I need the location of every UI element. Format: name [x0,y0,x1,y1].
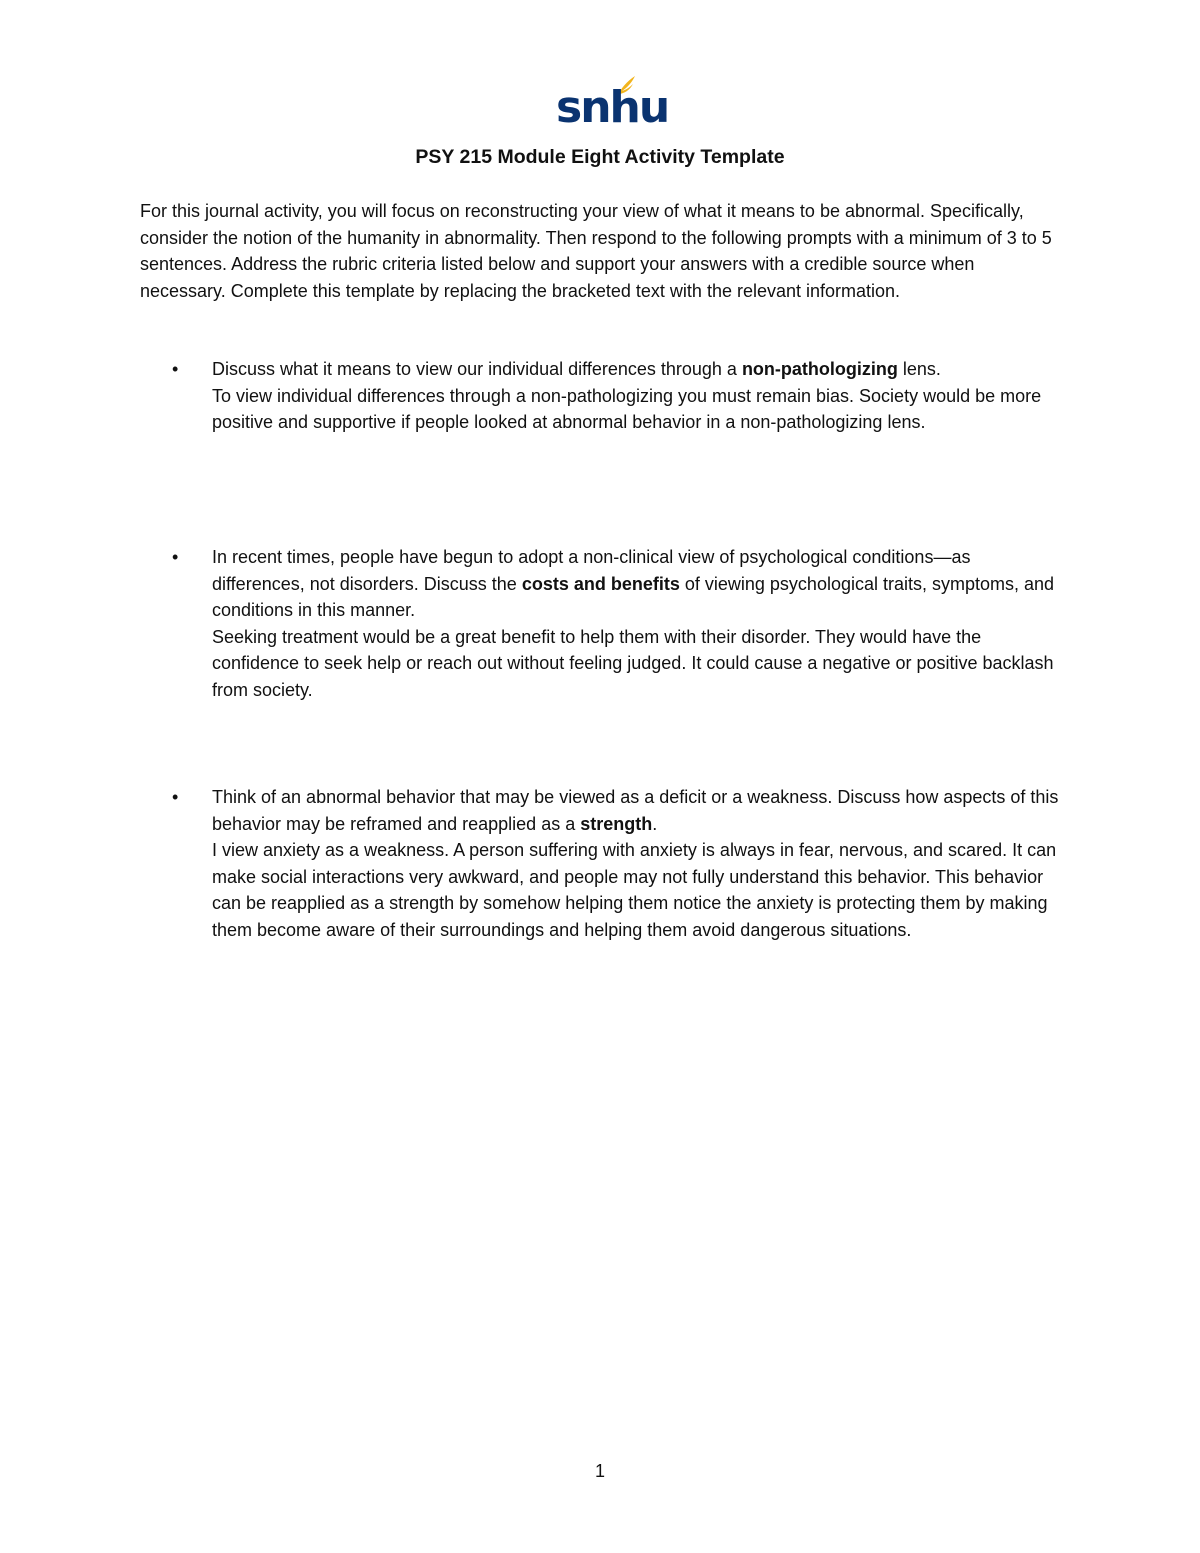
prompt-text [212,356,1062,383]
list-item [172,544,1062,703]
bullet-icon: • [172,547,179,567]
bullet-icon: • [172,787,179,807]
logo-text: snhu [556,82,669,133]
prompt-part: . [652,813,658,834]
snhu-logo [556,74,669,133]
response-text: I view anxiety as a weakness. A person suffering with anxiety is always in fear, nervous, and scared. It can make social interactions very awkward, and people may not fully understand this behavior. This behavior can be reapplied as a strength by somehow helping them notice the anxiety is protecting them by making them become aware of their surroundings and helping them avoid dangerous situations. [212,840,1057,940]
prompt-text [212,544,1062,624]
bullet-icon: • [172,359,179,379]
response-text: Seeking treatment would be a great benefit to help them with their disorder. They would have the confidence to seek help or reach out without feeling judged. It could cause a negative or positive backlash from society. [212,626,1054,700]
intro-paragraph: For this journal activity, you will focus on reconstructing your view of what it means to be abnormal. Specifically, consider the notion of the humanity in abnormality. Then respond to the following prompts with a minimum of 3 to 5 sentences. Address the rubric criteria listed below and support your answers with a credible source when necessary. Complete this template by replacing the bracketed text with the relevant information. [140,201,1052,301]
prompt-emphasis: costs and benefits [521,573,680,594]
document-title: PSY 215 Module Eight Activity Template [415,146,785,168]
prompt-part: In recent times, people have begun to adopt a non-clinical view of psychological conditions—as differences, not disorders. Discuss the [212,547,971,594]
list-item [172,784,1062,943]
prompt-emphasis: non-pathologizing [741,359,898,379]
prompt-part: of viewing psychological traits, symptoms, and conditions in this manner. [212,573,1055,620]
prompt-part: Think of an abnormal behavior that may be viewed as a deficit or a weakness. Discuss how aspects of this behavior may be reframed and reapplied as a [212,787,1059,834]
prompt-emphasis: strength [580,813,653,834]
prompt-part: Discuss what it means to view our individual differences through a [212,359,742,379]
list-item [172,356,1062,436]
page-number: 1 [594,1461,605,1481]
prompt-text [212,784,1062,837]
prompt-part: lens. [897,359,941,379]
response-text: To view individual differences through a non-pathologizing you must remain bias. Society would be more positive and supportive if people looked at abnormal behavior in a non-pathologizing lens. [212,385,1042,432]
